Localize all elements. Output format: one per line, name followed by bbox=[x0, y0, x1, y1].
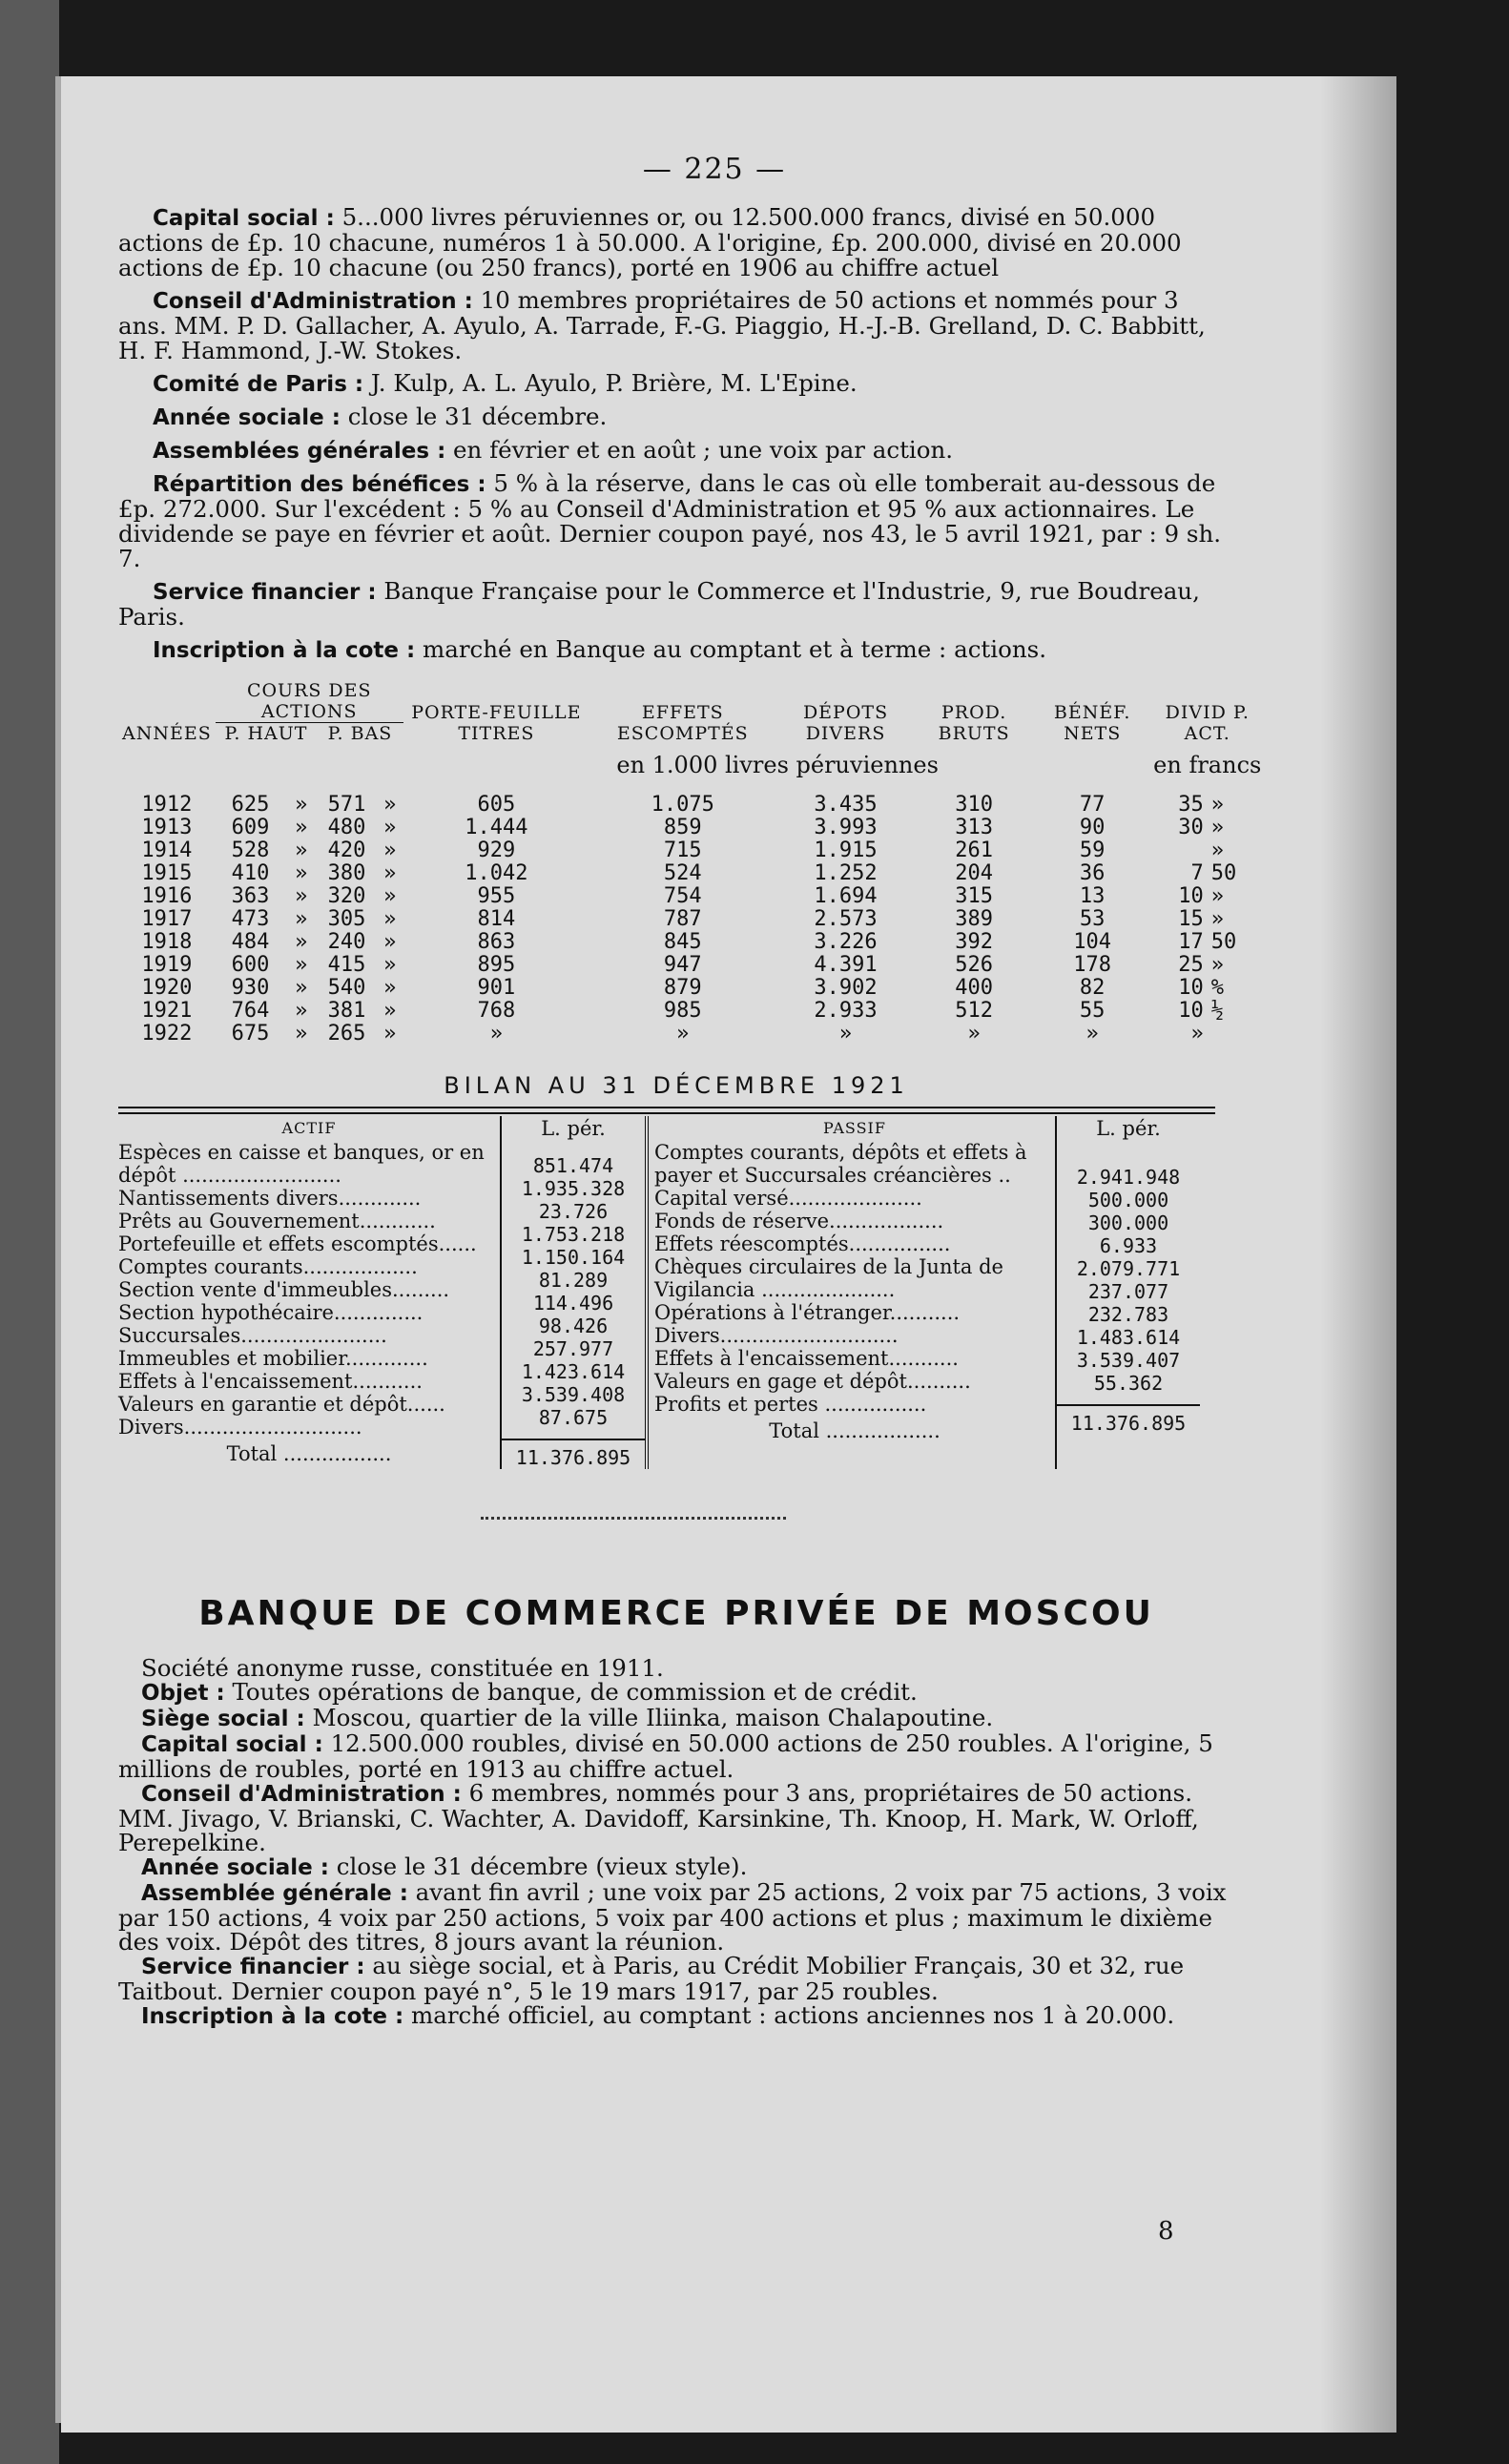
balance-value: 1.483.614 bbox=[1076, 1326, 1181, 1349]
table-cell: 528 bbox=[231, 839, 270, 862]
bank-label: Année sociale : bbox=[141, 1855, 329, 1880]
col-benef: BÉNÉF. NETS bbox=[1053, 702, 1131, 744]
table-cell bbox=[1152, 839, 1208, 862]
table-cell: » bbox=[1190, 1022, 1204, 1046]
double-rule bbox=[118, 1107, 1215, 1114]
bank-text: marché officiel, au comptant : actions anciennes nos 1 à 20.000. bbox=[403, 2001, 1175, 2029]
table-cell: 1920 bbox=[141, 976, 193, 1000]
bank-paragraph bbox=[118, 1880, 1234, 1954]
section-divider bbox=[481, 1511, 786, 1520]
page-content bbox=[118, 153, 1262, 2029]
balance-value: 6.933 bbox=[1099, 1234, 1158, 1257]
balance-item: Prêts au Gouvernement............ bbox=[118, 1210, 436, 1232]
bank-paragraph bbox=[118, 2003, 1234, 2029]
bank-label: Capital social : bbox=[141, 1732, 323, 1757]
table-cell: 3.993 bbox=[814, 816, 878, 839]
bank-text: Toutes opérations de banque, de commission et de crédit. bbox=[224, 1678, 918, 1706]
bilan-title: BILAN AU 31 DÉCEMBRE 1921 bbox=[444, 1072, 909, 1099]
table-cell: 512 bbox=[955, 999, 993, 1023]
table-cell: 1.694 bbox=[814, 884, 878, 908]
table-cell: » bbox=[1210, 839, 1224, 862]
balance-value: 3.539.407 bbox=[1076, 1349, 1181, 1372]
table-cell: 605 bbox=[477, 793, 516, 817]
table-cell: 392 bbox=[955, 930, 993, 954]
table-cell: 415 bbox=[327, 953, 366, 977]
table-cell: 315 bbox=[955, 884, 993, 908]
table-cell: 1.252 bbox=[814, 861, 878, 885]
table-cell: 104 bbox=[1073, 930, 1112, 954]
balance-item: Capital versé..................... bbox=[654, 1187, 922, 1210]
balance-item: Chèques circulaires de la Junta de Vigilancia ..................... bbox=[654, 1255, 1003, 1301]
table-cell: 55 bbox=[1079, 999, 1106, 1023]
table-cell: 600 bbox=[231, 953, 270, 977]
balance-item: Section vente d'immeubles......... bbox=[118, 1278, 450, 1301]
balance-item: Fonds de réserve.................. bbox=[654, 1210, 944, 1232]
table-cell: 1.444 bbox=[465, 816, 528, 839]
company-paragraph bbox=[118, 288, 1234, 363]
table-cell: » bbox=[295, 816, 308, 839]
bank-paragraph bbox=[118, 1706, 1234, 1731]
company-text: 10 membres propriétaires de 50 actions et nommés pour 3 ans. MM. P. D. Gallacher, A. Ayulo, A. Tarrade, F.-G. Piaggio, H.-J.-B. Grelland, D. C. Babbitt, H. F. Hammond, J.-W. Stokes. bbox=[118, 286, 1206, 364]
table-cell: 715 bbox=[663, 839, 702, 862]
balance-value: 55.362 bbox=[1093, 1372, 1164, 1395]
table-cell: 540 bbox=[327, 976, 366, 1000]
table-cell: » bbox=[295, 999, 308, 1023]
table-cell: 363 bbox=[231, 884, 270, 908]
table-cell: 53 bbox=[1079, 907, 1106, 931]
bank-label: Service financier : bbox=[141, 1955, 365, 1979]
table-row bbox=[118, 908, 1263, 931]
table-cell: 17 bbox=[1178, 930, 1204, 954]
bank-paragraph bbox=[118, 1680, 1234, 1706]
company-paragraph bbox=[118, 471, 1234, 571]
passif-header: PASSIF bbox=[823, 1119, 886, 1137]
table-cell: 1913 bbox=[141, 816, 193, 839]
balance-value: 1.423.614 bbox=[521, 1360, 626, 1383]
bank-text: avant fin avril ; une voix par 25 actions, 2 voix par 75 actions, 3 voix par 150 actions, 4 voix par 250 actions, 5 voix par 400 actions et plus ; maximum le dixième des voix. Dépôt des titres, 8 jours avant la réunion. bbox=[118, 1878, 1227, 1956]
passif-total-label: Total .................. bbox=[769, 1419, 941, 1442]
table-cell: 90 bbox=[1079, 816, 1106, 839]
table-cell: 410 bbox=[231, 861, 270, 885]
company-text: 5 % à la réserve, dans le cas où elle tomberait au-dessous de £p. 272.000. Sur l'excédent : 5 % au Conseil d'Administration et 95 % aux actionnaires. Le dividende se paye en février et août. Dernier coupon payé, nos 43, le 5 avril 1921, par : 9 sh. 7. bbox=[118, 469, 1222, 572]
table-cell: » bbox=[1085, 1022, 1099, 1046]
company-paragraph bbox=[118, 371, 1234, 397]
col-depots: DÉPOTS DIVERS bbox=[802, 702, 889, 744]
table-cell: 895 bbox=[477, 953, 516, 977]
col-bas: P. BAS bbox=[327, 723, 393, 744]
table-cell: » bbox=[383, 861, 397, 885]
bank-section bbox=[118, 1656, 1234, 2029]
table-cell: 1918 bbox=[141, 930, 193, 954]
table-cell: 985 bbox=[663, 999, 702, 1023]
table-cell: 50 bbox=[1210, 861, 1237, 885]
balance-item: Effets réescomptés................ bbox=[654, 1232, 951, 1255]
balance-value: 300.000 bbox=[1087, 1211, 1169, 1234]
table-cell: » bbox=[383, 793, 397, 817]
table-cell: 1917 bbox=[141, 907, 193, 931]
company-text: close le 31 décembre. bbox=[340, 403, 608, 430]
company-label: Capital social : bbox=[153, 206, 335, 231]
bank-text: Société anonyme russe, constituée en 1911. bbox=[141, 1654, 664, 1682]
company-text: marché en Banque au comptant et à terme : actions. bbox=[415, 635, 1046, 663]
table-cell: » bbox=[295, 953, 308, 977]
table-cell: » bbox=[1210, 884, 1224, 908]
table-cell: 178 bbox=[1073, 953, 1112, 977]
table-cell: 1919 bbox=[141, 953, 193, 977]
table-cell: » bbox=[295, 839, 308, 862]
table-cell: » bbox=[295, 1022, 308, 1046]
table-cell: 204 bbox=[955, 861, 993, 885]
table-cell: 473 bbox=[231, 907, 270, 931]
col-divid: DIVID P. ACT. bbox=[1165, 702, 1250, 744]
balance-value: 1.935.328 bbox=[521, 1177, 626, 1200]
table-cell: 77 bbox=[1079, 793, 1106, 817]
table-cell: 787 bbox=[663, 907, 702, 931]
balance-item: Portefeuille et effets escomptés...... bbox=[118, 1232, 477, 1255]
table-cell: 754 bbox=[663, 884, 702, 908]
table-cell: 929 bbox=[477, 839, 516, 862]
table-cell: 10 bbox=[1178, 884, 1204, 908]
table-cell: 3.902 bbox=[814, 976, 878, 1000]
table-cell: 526 bbox=[955, 953, 993, 977]
table-cell: » bbox=[295, 793, 308, 817]
table-cell: 7 bbox=[1190, 861, 1204, 885]
table-cell: 305 bbox=[327, 907, 366, 931]
balance-item: Section hypothécaire.............. bbox=[118, 1301, 424, 1324]
table-cell: 310 bbox=[955, 793, 993, 817]
table-cell: » bbox=[383, 884, 397, 908]
table-cell: » bbox=[383, 999, 397, 1023]
table-cell: 30 bbox=[1178, 816, 1204, 839]
table-cell: 240 bbox=[327, 930, 366, 954]
table-cell: 2.933 bbox=[814, 999, 878, 1023]
actif-header: ACTIF bbox=[281, 1119, 337, 1137]
passif-unit: L. pér. bbox=[1096, 1117, 1161, 1140]
balance-item: Comptes courants.................. bbox=[118, 1255, 418, 1278]
page-number: — 225 — bbox=[642, 153, 787, 186]
bank-label: Siège social : bbox=[141, 1707, 305, 1731]
bank-paragraph bbox=[118, 1854, 1234, 1880]
bank-label: Conseil d'Administration : bbox=[141, 1782, 462, 1807]
table-cell: 1914 bbox=[141, 839, 193, 862]
actif-total-label: Total ................. bbox=[226, 1442, 392, 1465]
col-cours: COURS DES ACTIONS bbox=[216, 680, 403, 723]
table-cell: 313 bbox=[955, 816, 993, 839]
table-cell: » bbox=[383, 816, 397, 839]
table-cell: 845 bbox=[663, 930, 702, 954]
table-row bbox=[118, 977, 1263, 1000]
table-cell: 400 bbox=[955, 976, 993, 1000]
unit-francs: en francs bbox=[1153, 752, 1262, 778]
table-cell: 10 bbox=[1178, 999, 1204, 1023]
table-cell: 420 bbox=[327, 839, 366, 862]
company-paragraph bbox=[118, 205, 1234, 280]
table-cell: 1921 bbox=[141, 999, 193, 1023]
balance-item: Effets à l'encaissement........... bbox=[654, 1347, 959, 1370]
balance-value: 851.474 bbox=[532, 1154, 614, 1177]
bank-title: BANQUE DE COMMERCE PRIVÉE DE MOSCOU bbox=[198, 1594, 1154, 1633]
passif-labels bbox=[649, 1116, 1057, 1469]
balance-value: 1.753.218 bbox=[521, 1223, 626, 1246]
table-row bbox=[118, 885, 1263, 908]
book-spine bbox=[0, 0, 59, 2464]
document-page bbox=[61, 76, 1396, 2433]
balance-value: 237.077 bbox=[1087, 1280, 1169, 1303]
table-cell: » bbox=[383, 839, 397, 862]
unit-livres: en 1.000 livres péruviennes bbox=[616, 752, 939, 778]
table-cell: » bbox=[1210, 793, 1224, 817]
company-text: Banque Française pour le Commerce et l'Industrie, 9, rue Boudreau, Paris. bbox=[118, 577, 1200, 631]
table-cell: 625 bbox=[231, 793, 270, 817]
table-row bbox=[118, 817, 1263, 839]
balance-value: 2.941.948 bbox=[1076, 1166, 1181, 1189]
company-label: Répartition des bénéfices : bbox=[153, 472, 486, 497]
table-cell: 2.573 bbox=[814, 907, 878, 931]
table-cell: 320 bbox=[327, 884, 366, 908]
table-cell: » bbox=[383, 930, 397, 954]
balance-item: Succursales....................... bbox=[118, 1324, 387, 1347]
table-cell: 4.391 bbox=[814, 953, 878, 977]
bank-paragraph bbox=[118, 1731, 1234, 1781]
bank-text: Moscou, quartier de la ville Iliinka, maison Chalapoutine. bbox=[304, 1704, 994, 1731]
table-cell: 863 bbox=[477, 930, 516, 954]
actif-total: 11.376.895 bbox=[502, 1439, 645, 1469]
table-cell: 901 bbox=[477, 976, 516, 1000]
actif-labels bbox=[118, 1116, 502, 1469]
balance-value: 98.426 bbox=[538, 1315, 609, 1337]
balance-value: 81.289 bbox=[538, 1269, 609, 1292]
table-cell: » bbox=[676, 1022, 690, 1046]
table-cell: » bbox=[967, 1022, 981, 1046]
bank-paragraph bbox=[118, 1954, 1234, 2003]
balance-item: Comptes courants, dépôts et effets à payer et Succursales créancières .. bbox=[654, 1141, 1027, 1187]
balance-value: 232.783 bbox=[1087, 1303, 1169, 1326]
table-cell: 1.915 bbox=[814, 839, 878, 862]
company-label: Assemblées générales : bbox=[153, 439, 446, 464]
balance-sheet bbox=[118, 1116, 1215, 1469]
table-cell: 389 bbox=[955, 907, 993, 931]
table-cell: 955 bbox=[477, 884, 516, 908]
balance-value: 500.000 bbox=[1087, 1189, 1169, 1211]
table-cell: » bbox=[295, 907, 308, 931]
table-cell: 261 bbox=[955, 839, 993, 862]
table-cell: 1915 bbox=[141, 861, 193, 885]
balance-item: Espèces en caisse et banques, or en dépôt ......................... bbox=[118, 1141, 485, 1187]
balance-item: Valeurs en garantie et dépôt...... bbox=[118, 1393, 445, 1416]
company-label: Service financier : bbox=[153, 580, 377, 605]
table-cell: » bbox=[838, 1022, 853, 1046]
table-cell: 1922 bbox=[141, 1022, 193, 1046]
table-cell: 381 bbox=[327, 999, 366, 1023]
table-row bbox=[118, 1000, 1263, 1023]
table-row bbox=[118, 862, 1263, 885]
company-text: J. Kulp, A. L. Ayulo, P. Brière, M. L'Epine. bbox=[363, 369, 858, 397]
company-paragraph bbox=[118, 637, 1234, 663]
passif-values bbox=[1057, 1116, 1200, 1469]
table-cell: 35 bbox=[1178, 793, 1204, 817]
table-cell: » bbox=[1210, 907, 1224, 931]
table-cell: 764 bbox=[231, 999, 270, 1023]
table-cell: 930 bbox=[231, 976, 270, 1000]
bank-paragraph bbox=[118, 1656, 1234, 1680]
company-label: Année sociale : bbox=[153, 405, 341, 430]
balance-value: 114.496 bbox=[532, 1292, 614, 1315]
balance-item: Valeurs en gage et dépôt.......... bbox=[654, 1370, 971, 1393]
table-row bbox=[118, 839, 1263, 862]
table-cell bbox=[1208, 1023, 1263, 1046]
balance-value: 87.675 bbox=[538, 1406, 609, 1429]
col-effets: EFFETS ESCOMPTÉS bbox=[616, 702, 749, 744]
balance-item: Immeubles et mobilier............. bbox=[118, 1347, 428, 1370]
table-cell: » bbox=[1210, 816, 1224, 839]
balance-value: 257.977 bbox=[532, 1337, 614, 1360]
table-cell: » bbox=[489, 1022, 503, 1046]
table-cell: 1912 bbox=[141, 793, 193, 817]
table-cell: 947 bbox=[663, 953, 702, 977]
table-cell: 265 bbox=[327, 1022, 366, 1046]
company-label: Conseil d'Administration : bbox=[153, 289, 473, 314]
bank-text: au siège social, et à Paris, au Crédit Mobilier Français, 30 et 32, rue Taitbout. Dernier coupon payé n°, 5 le 19 mars 1917, par 25 roubles. bbox=[118, 1952, 1185, 2005]
bank-paragraph bbox=[118, 1781, 1234, 1854]
signature-mark: 8 bbox=[1158, 2217, 1174, 2246]
company-label: Comité de Paris : bbox=[153, 372, 364, 397]
table-cell: 59 bbox=[1079, 839, 1106, 862]
balance-item: Opérations à l'étranger........... bbox=[654, 1301, 961, 1324]
table-cell: 380 bbox=[327, 861, 366, 885]
balance-item: Effets à l'encaissement........... bbox=[118, 1370, 423, 1393]
table-cell: 10 bbox=[1178, 976, 1204, 1000]
table-cell: 609 bbox=[231, 816, 270, 839]
table-cell: 82 bbox=[1079, 976, 1106, 1000]
table-cell: » bbox=[383, 1022, 397, 1046]
bank-label: Assemblée générale : bbox=[141, 1881, 408, 1906]
table-cell: » bbox=[295, 930, 308, 954]
table-cell: 25 bbox=[1178, 953, 1204, 977]
table-cell: 13 bbox=[1079, 884, 1106, 908]
table-cell: 859 bbox=[663, 816, 702, 839]
balance-value: 1.150.164 bbox=[521, 1246, 626, 1269]
passif-total: 11.376.895 bbox=[1057, 1404, 1200, 1435]
table-cell: 571 bbox=[327, 793, 366, 817]
balance-item: Divers............................ bbox=[654, 1324, 899, 1347]
company-label: Inscription à la cote : bbox=[153, 638, 416, 663]
table-cell: 814 bbox=[477, 907, 516, 931]
table-cell: » bbox=[383, 953, 397, 977]
col-haut: P. HAUT bbox=[224, 723, 308, 744]
table-cell: % bbox=[1210, 976, 1224, 1000]
table-cell: 3.435 bbox=[814, 793, 878, 817]
bank-label: Inscription à la cote : bbox=[141, 2004, 404, 2029]
balance-value: 2.079.771 bbox=[1076, 1257, 1181, 1280]
actif-values bbox=[502, 1116, 649, 1469]
table-cell: 524 bbox=[663, 861, 702, 885]
bank-text: close le 31 décembre (vieux style). bbox=[328, 1853, 748, 1880]
table-cell: 484 bbox=[231, 930, 270, 954]
table-cell: 480 bbox=[327, 816, 366, 839]
table-cell: ½ bbox=[1210, 999, 1224, 1023]
table-cell: 50 bbox=[1210, 930, 1237, 954]
stock-table bbox=[118, 680, 1263, 1046]
table-cell: 675 bbox=[231, 1022, 270, 1046]
company-text: 5...000 livres péruviennes or, ou 12.500.000 francs, divisé en 50.000 actions de £p. 10 chacune, numéros 1 à 50.000. A l'origine, £p. 200.000, divisé en 20.000 actions de £p. 10 chacune (ou 250 francs), porté en 1906 au chiffre actuel bbox=[118, 203, 1182, 281]
table-cell: » bbox=[295, 884, 308, 908]
table-cell: 1.042 bbox=[465, 861, 528, 885]
table-cell: 879 bbox=[663, 976, 702, 1000]
bank-text: 12.500.000 roubles, divisé en 50.000 actions de 250 roubles. A l'origine, 5 millions de roubles, porté en 1913 au chiffre actuel. bbox=[118, 1729, 1213, 1783]
company-paragraph bbox=[118, 404, 1234, 430]
company-section bbox=[118, 205, 1234, 663]
balance-value: 3.539.408 bbox=[521, 1383, 626, 1406]
table-cell: » bbox=[1210, 953, 1224, 977]
table-row bbox=[118, 931, 1263, 954]
balance-item: Profits et pertes ................ bbox=[654, 1393, 927, 1416]
table-row bbox=[118, 1023, 1263, 1046]
company-text: en février et en août ; une voix par action. bbox=[445, 436, 954, 464]
col-prod: PROD. BRUTS bbox=[938, 702, 1010, 744]
balance-item: Nantissements divers............. bbox=[118, 1187, 422, 1210]
table-cell: » bbox=[295, 861, 308, 885]
bank-label: Objet : bbox=[141, 1681, 225, 1706]
bank-text: 6 membres, nommés pour 3 ans, propriétaires de 50 actions. MM. Jivago, V. Brianski, C. Wachter, A. Davidoff, Karsinkine, Th. Knoop, H. Mark, W. Orloff, Perepelkine. bbox=[118, 1779, 1199, 1856]
table-cell: » bbox=[383, 907, 397, 931]
table-cell: 36 bbox=[1079, 861, 1106, 885]
table-cell: » bbox=[295, 976, 308, 1000]
company-paragraph bbox=[118, 438, 1234, 464]
table-row bbox=[118, 954, 1263, 977]
balance-item: Divers............................ bbox=[118, 1416, 362, 1439]
table-cell: 3.226 bbox=[814, 930, 878, 954]
table-row bbox=[118, 794, 1263, 817]
col-portefeuille: PORTE-FEUILLE TITRES bbox=[411, 702, 582, 744]
table-cell: » bbox=[383, 976, 397, 1000]
table-cell: 15 bbox=[1178, 907, 1204, 931]
col-annees: ANNÉES bbox=[122, 723, 212, 744]
table-cell: 768 bbox=[477, 999, 516, 1023]
balance-value: 23.726 bbox=[538, 1200, 609, 1223]
company-paragraph bbox=[118, 579, 1234, 630]
table-cell: 1916 bbox=[141, 884, 193, 908]
actif-unit: L. pér. bbox=[541, 1117, 606, 1140]
table-cell: 1.075 bbox=[651, 793, 714, 817]
